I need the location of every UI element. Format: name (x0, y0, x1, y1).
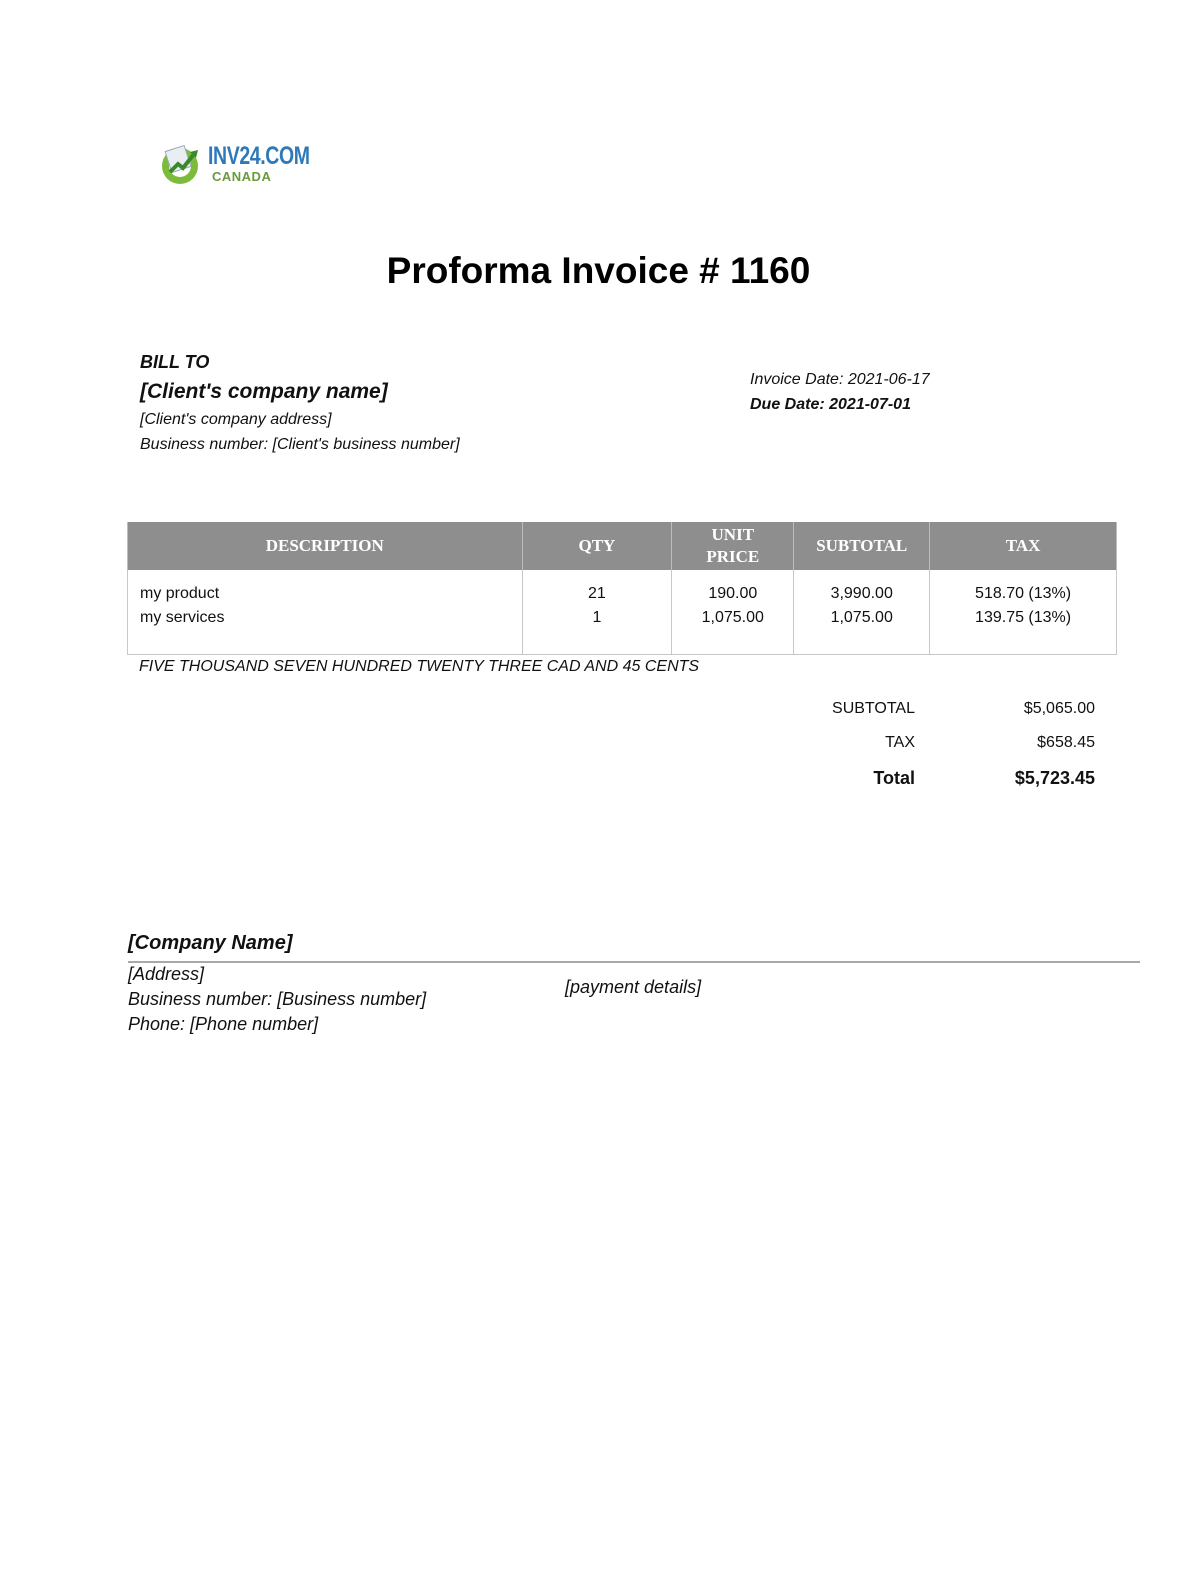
line-items-table (127, 522, 1117, 655)
subtotal-cell (794, 570, 930, 655)
total-value: $5,723.45 (1014, 768, 1095, 788)
page-title: Proforma Invoice # 1160 (386, 250, 811, 291)
footer-company-name: [Company Name] (128, 932, 293, 954)
unit-price-header-line1: UNIT (711, 525, 755, 544)
item-qty: 21 (588, 585, 606, 602)
total-row (790, 768, 1095, 802)
total-label: Total (873, 768, 915, 788)
footer-phone: Phone: [Phone number] (128, 1014, 319, 1034)
item-subtotal: 3,990.00 (830, 585, 893, 602)
subtotal-row (790, 700, 1095, 734)
item-subtotal: 1,075.00 (830, 609, 893, 626)
bill-to-label: BILL TO (140, 352, 210, 372)
description-cell (128, 570, 523, 655)
footer-divider (128, 961, 1140, 963)
table-header-row (128, 522, 1117, 570)
item-description: my services (140, 609, 225, 626)
amount-in-words: FIVE THOUSAND SEVEN HUNDRED TWENTY THREE CAD AND 45 CENTS (139, 658, 700, 675)
logo-brand-text: INV24.COM (208, 142, 310, 170)
item-unit-price: 1,075.00 (701, 609, 764, 626)
totals-summary (790, 700, 1095, 802)
footer-business-number: Business number: [Business number] (128, 989, 427, 1009)
column-header-description: DESCRIPTION (128, 522, 523, 570)
tax-label: TAX (885, 734, 915, 751)
logo-region-text: CANADA (212, 169, 272, 184)
subtotal-label: SUBTOTAL (832, 700, 915, 717)
invoice-date: Invoice Date: 2021-06-17 (750, 371, 930, 388)
item-tax: 518.70 (13%) (975, 585, 1072, 602)
company-logo (160, 138, 320, 190)
client-business-number: Business number: [Client's business number] (140, 436, 460, 453)
qty-cell (522, 570, 672, 655)
column-header-unit-price (672, 522, 794, 570)
column-header-qty: QTY (522, 522, 672, 570)
column-header-tax: TAX (930, 522, 1117, 570)
payment-details: [payment details] (565, 977, 702, 997)
table-row (128, 570, 1117, 655)
item-unit-price: 190.00 (708, 585, 758, 602)
subtotal-value: $5,065.00 (1023, 700, 1095, 717)
item-qty: 1 (592, 609, 602, 626)
unit-price-cell (672, 570, 794, 655)
column-header-subtotal: SUBTOTAL (794, 522, 930, 570)
tax-row (790, 734, 1095, 768)
logo-chart-arrow-icon (160, 142, 204, 186)
client-company-address: [Client's company address] (140, 411, 332, 428)
item-tax: 139.75 (13%) (975, 609, 1072, 626)
due-date: Due Date: 2021-07-01 (750, 396, 911, 413)
tax-value: $658.45 (1037, 734, 1095, 751)
item-description: my product (140, 585, 220, 602)
tax-cell (930, 570, 1117, 655)
client-company-name: [Client's company name] (140, 380, 388, 403)
unit-price-header-line2: PRICE (706, 547, 760, 566)
footer-address: [Address] (128, 964, 205, 984)
